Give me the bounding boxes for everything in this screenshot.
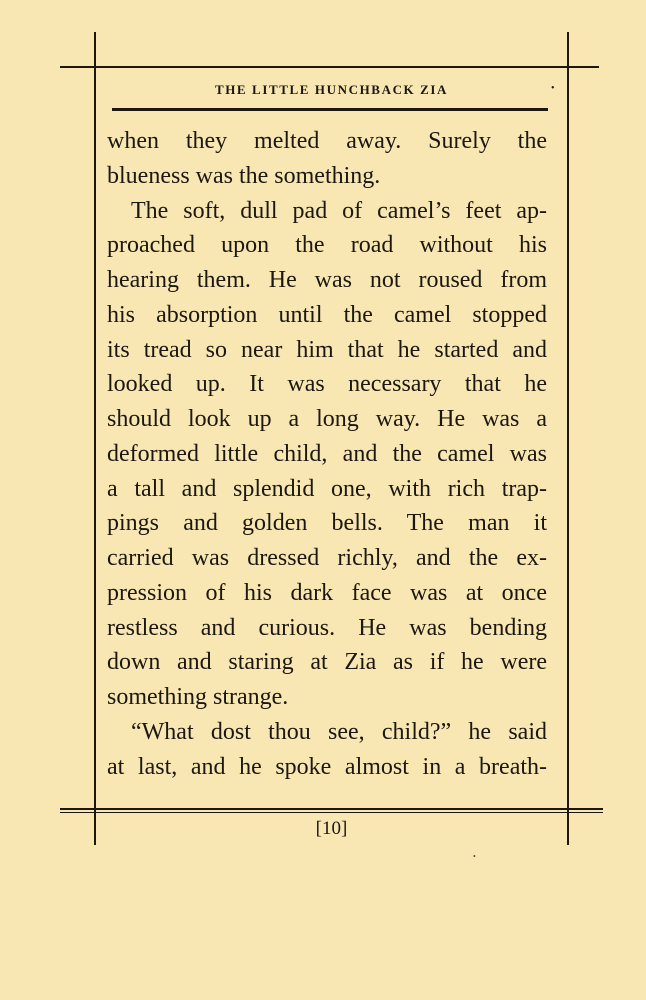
printer-mark: • [551,83,555,94]
text-line: at last, and he spoke almost in a breath- [107,753,547,780]
text-line: its tread so near him that he started and [107,336,547,363]
text-line: proached upon the road without his [107,232,547,259]
text-line: carried was dressed richly, and the ex- [107,545,547,571]
text-line: pression of his dark face was at once [107,579,547,606]
printer-mark-bottom: • [473,852,476,861]
text-line: something strange. [107,684,289,710]
frame-bottom-rule-thin [60,812,603,813]
text-line: hearing them. He was not roused from [107,267,547,293]
text-line: blueness was the something. [107,162,381,189]
text-line: looked up. It was necessary that he [107,371,547,398]
frame-right-rule [567,32,569,845]
text-line: The soft, dull pad of camel’s feet ap- [131,197,547,224]
text-line: deformed little child, and the camel was [107,440,547,467]
text-line: should look up a long way. He was a [107,406,547,432]
text-line: pings and golden bells. The man it [107,510,547,537]
running-head: THE LITTLE HUNCHBACK ZIA [214,82,449,97]
running-head-rule [112,108,548,111]
body-text [107,124,547,784]
text-line: “What dost thou see, child?” he said [131,718,547,745]
frame-bottom-rule [60,808,603,810]
text-line: restless and curious. He was bending [107,614,547,641]
text-line: when they melted away. Surely the [107,128,547,154]
text-line: down and staring at Zia as if he were [107,649,547,676]
frame-left-rule [94,32,96,845]
text-line: a tall and splendid one, with rich trap- [107,475,547,502]
frame-top-rule [60,66,599,68]
page-number: [10] [315,818,348,839]
text-line: his absorption until the camel stopped [107,301,547,328]
